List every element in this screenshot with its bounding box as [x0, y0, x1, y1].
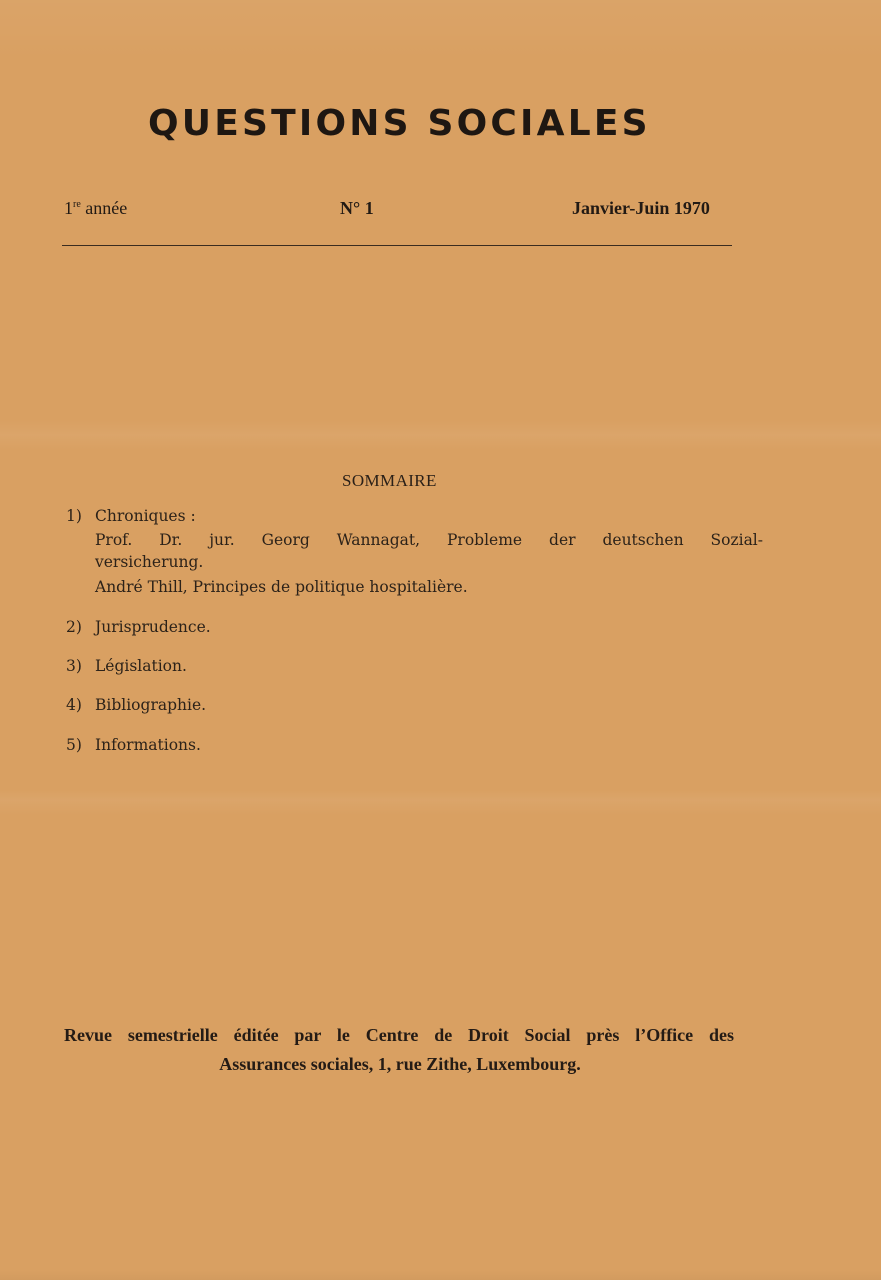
toc-item-number: 2) — [66, 618, 82, 636]
toc-item-number: 4) — [66, 696, 82, 714]
toc-item-label: Informations. — [95, 736, 201, 754]
header-divider — [62, 245, 732, 246]
publisher-line-1: Revue semestrielle éditée par le Centre de Droit Social près l’Office des — [64, 1025, 734, 1045]
toc-item-label: Législation. — [95, 657, 187, 675]
issue-year-word: année — [85, 198, 128, 218]
issue-year-suffix: re — [73, 199, 81, 210]
toc-heading: SOMMAIRE — [342, 471, 437, 490]
toc-item-number: 1) — [66, 507, 82, 525]
toc-item-label: Jurisprudence. — [95, 618, 211, 636]
publisher-line-2: Assurances sociales, 1, rue Zithe, Luxembourg. — [219, 1054, 581, 1074]
toc-item-number: 5) — [66, 736, 82, 754]
journal-title: QUESTIONS SOCIALES — [148, 103, 651, 144]
toc-item-label: Bibliographie. — [95, 696, 207, 714]
toc-subitem: versicherung. — [95, 553, 204, 571]
issue-period: Janvier-Juin 1970 — [572, 198, 710, 218]
issue-year-number: 1 — [64, 198, 73, 218]
toc-subitem: André Thill, Principes de politique hospitalière. — [95, 578, 468, 596]
toc-item-number: 3) — [66, 657, 82, 675]
issue-year — [64, 198, 127, 219]
toc-item-label: Chroniques : — [95, 507, 196, 525]
issue-number: N° 1 — [340, 198, 374, 218]
toc-subitem: Prof. Dr. jur. Georg Wannagat, Probleme der deutschen Sozial- — [95, 531, 763, 549]
